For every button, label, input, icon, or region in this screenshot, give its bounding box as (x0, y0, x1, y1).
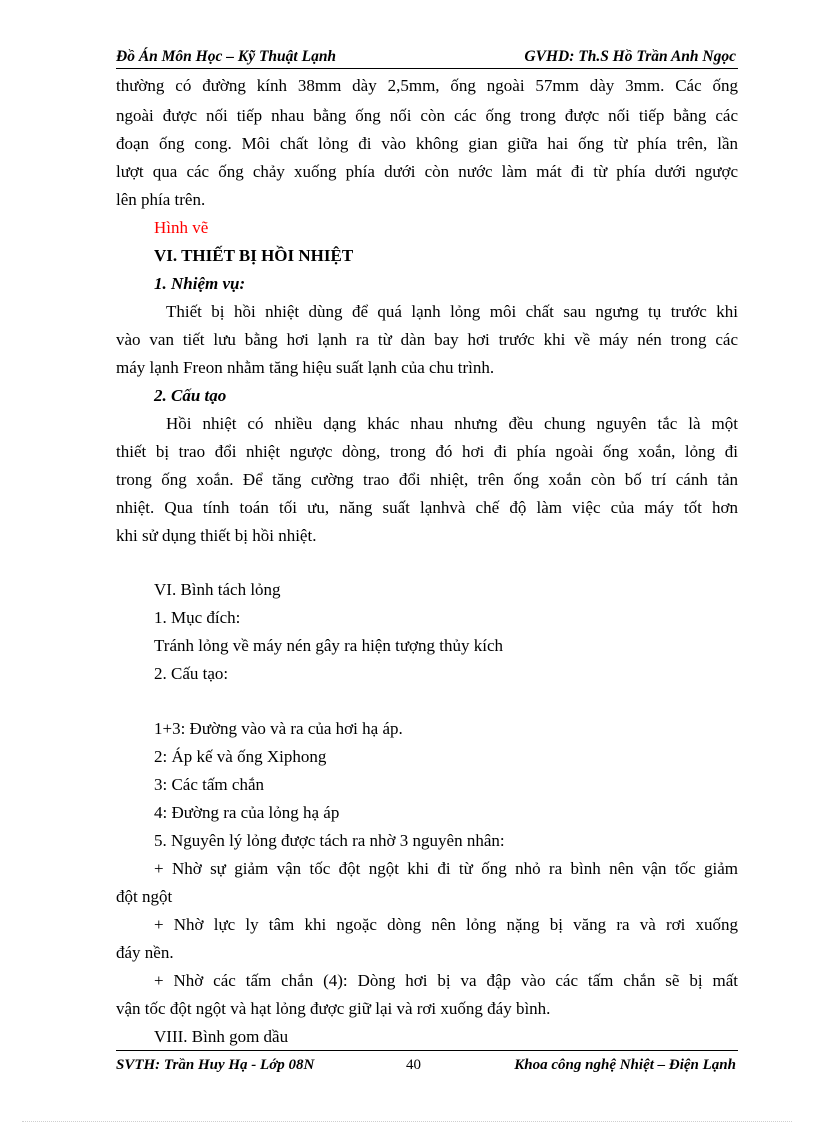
body-line: vào van tiết lưu bằng hơi lạnh ra từ dàn bay hơi trước khi về máy nén trong các (116, 330, 738, 349)
subheading-purpose-2: 1. Mục đích: (154, 608, 241, 627)
body-line: + Nhờ các tấm chắn (4): Dòng hơi bị va đập vào các tấm chắn sẽ bị mất (154, 971, 738, 990)
figure-placeholder-label: Hình vẽ (154, 218, 209, 237)
page-edge-divider (22, 1121, 792, 1122)
body-line: lượt qua các ống chảy xuống phía dưới còn nước làm mát đi từ phía dưới ngược (116, 162, 738, 181)
header-course-title: Đồ Án Môn Học – Kỹ Thuật Lạnh (116, 48, 337, 65)
section-heading-recuperator: VI. THIẾT BỊ HỒI NHIỆT (154, 246, 354, 265)
header-instructor: GVHD: Th.S Hồ Trần Anh Ngọc (524, 48, 736, 65)
body-line: Thiết bị hồi nhiệt dùng để quá lạnh lỏng môi chất sau ngưng tụ trước khi (166, 302, 738, 321)
body-line: Hồi nhiệt có nhiều dạng khác nhau nhưng đều chung nguyên tắc là một (166, 414, 738, 433)
page-header (116, 46, 738, 69)
subheading-structure-2: 2. Cấu tạo: (154, 664, 229, 683)
body-line: lên phía trên. (116, 190, 206, 209)
body-line: trong ống xoắn. Để tăng cường trao đổi nhiệt, trên ống xoắn còn bố trí cánh tản (116, 470, 738, 489)
body-line: máy lạnh Freon nhằm tăng hiệu suất lạnh của chu trình. (116, 358, 495, 377)
list-item: 2: Áp kế và ống Xiphong (154, 747, 327, 766)
body-line: đáy nền. (116, 943, 174, 962)
list-item: 5. Nguyên lý lỏng được tách ra nhờ 3 nguyên nhân: (154, 831, 505, 850)
footer-faculty: Khoa công nghệ Nhiệt – Điện Lạnh (514, 1057, 736, 1073)
subheading-purpose: 1. Nhiệm vụ: (154, 274, 246, 293)
body-line: + Nhờ sự giảm vận tốc đột ngột khi đi từ ống nhỏ ra bình nên vận tốc giảm (154, 859, 738, 878)
body-line: thường có đường kính 38mm dày 2,5mm, ống ngoài 57mm dày 3mm. Các ống (116, 76, 738, 95)
footer-student: SVTH: Trần Huy Hạ - Lớp 08N (116, 1057, 315, 1073)
body-line: vận tốc đột ngột và hạt lỏng được giữ lại và rơi xuống đáy bình. (116, 999, 551, 1018)
subheading-structure: 2. Cấu tạo (154, 386, 227, 405)
body-line: khi sử dụng thiết bị hồi nhiệt. (116, 526, 317, 545)
body-line: thiết bị trao đổi nhiệt ngược dòng, trong đó hơi đi phía ngoài ống xoắn, lỏng đi (116, 442, 738, 461)
body-line: nhiệt. Qua tính toán tối ưu, năng suất lạnhvà chế độ làm việc của máy tốt hơn (116, 498, 738, 517)
page-number: 40 (406, 1057, 421, 1073)
list-item: 3: Các tấm chắn (154, 775, 264, 794)
body-line: + Nhờ lực ly tâm khi ngoặc dòng nên lỏng nặng bị văng ra và rơi xuống (154, 915, 738, 934)
list-item: 4: Đường ra của lỏng hạ áp (154, 803, 340, 822)
body-line: đột ngột (116, 887, 173, 906)
body-line: ngoài được nối tiếp nhau bằng ống nối còn các ống trong được nối tiếp bằng các (116, 106, 738, 125)
body-line: Tránh lỏng về máy nén gây ra hiện tượng thủy kích (154, 636, 504, 655)
page-footer (116, 1050, 738, 1077)
list-item: 1+3: Đường vào và ra của hơi hạ áp. (154, 719, 403, 738)
body-line: đoạn ống cong. Môi chất lỏng đi vào không gian giữa hai ống từ phía trên, lần (116, 134, 738, 153)
section-heading-liquid-separator: VI. Bình tách lỏng (154, 580, 281, 599)
section-heading-oil-collector: VIII. Bình gom dầu (154, 1027, 289, 1046)
